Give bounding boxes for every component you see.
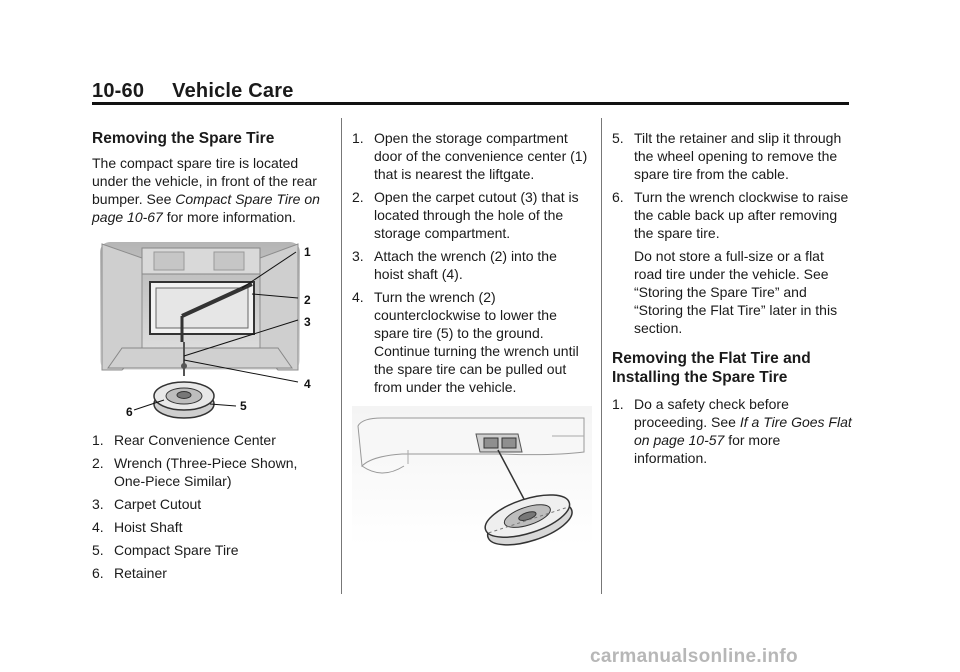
legend-item: 5. Compact Spare Tire: [92, 542, 239, 558]
figure-label-3: 3: [304, 315, 311, 329]
page-header: [92, 80, 294, 103]
section-heading-removing-spare: Removing the Spare Tire: [92, 130, 275, 147]
step-item: 4. Turn the wrench (2) counterclockwise to lower the spare tire (5) to the ground. Continue turning the wrench until the spare tire can be pulled out from under the vehicle.: [352, 289, 579, 395]
legend-item: 2. Wrench (Three-Piece Shown, One-Piece Similar): [92, 455, 298, 489]
legend-item: 1. Rear Convenience Center: [92, 432, 276, 448]
figure-legend: [92, 431, 332, 587]
figure-label-2: 2: [304, 293, 311, 307]
figure-label-1: 1: [304, 245, 311, 259]
column-2: [352, 129, 590, 401]
step-item: 6. Turn the wrench clockwise to raise the cable back up after removing the spare tire.: [612, 189, 849, 241]
intro-paragraph: [92, 154, 332, 226]
page-number: 10-60: [92, 80, 145, 102]
intro-link[interactable]: Compact Spare Tire on page 10-67: [92, 191, 320, 225]
legend-item: 4. Hoist Shaft: [92, 519, 183, 535]
column-3: [612, 129, 852, 472]
spare-tire-lowered-figure: [352, 406, 592, 546]
figure-label-6: 6: [126, 405, 133, 419]
header-rule: [92, 102, 849, 105]
column-divider-2: [601, 118, 602, 594]
intro-text: The compact spare tire is located under the vehicle, in front of the rear bumper. See: [92, 155, 317, 207]
watermark: carmanualsonline.info: [590, 646, 798, 667]
figure-label-4: 4: [304, 377, 311, 391]
if-tire-goes-flat-link[interactable]: If a Tire Goes Flat on page 10-57: [634, 414, 852, 448]
step-item: 1. Do a safety check before proceeding. See If a Tire Goes Flat on page 10-57 for more information.: [612, 396, 852, 466]
step-item: 5. Tilt the retainer and slip it through the wheel opening to remove the spare tire from the cable.: [612, 130, 842, 182]
intro-tail: for more information.: [162, 209, 296, 225]
step-item: 2. Open the carpet cutout (3) that is located through the hole of the storage compartment.: [352, 189, 579, 241]
figure-label-5: 5: [240, 399, 247, 413]
step-item: 1. Open the storage compartment door of the convenience center (1) that is nearest the liftgate.: [352, 130, 588, 182]
legend-item: 3. Carpet Cutout: [92, 496, 202, 512]
legend-item: 6. Retainer: [92, 565, 167, 581]
note-paragraph: Do not store a full-size or a flat road tire under the vehicle. See “Storing the Spare Tire” and “Storing the Flat Tire” later in this section.: [634, 248, 838, 336]
section-heading-removing-flat: Removing the Flat Tire and Installing the Spare Tire: [612, 350, 811, 386]
section-title: Vehicle Care: [172, 80, 294, 102]
trunk-spare-tire-figure: [92, 238, 332, 420]
step1-text: Do a safety check before proceeding. See: [634, 396, 789, 430]
column-1: [92, 129, 332, 226]
step1-tail: for more information.: [634, 432, 781, 466]
column-divider-1: [341, 118, 342, 594]
step-item: 3. Attach the wrench (2) into the hoist shaft (4).: [352, 248, 557, 282]
